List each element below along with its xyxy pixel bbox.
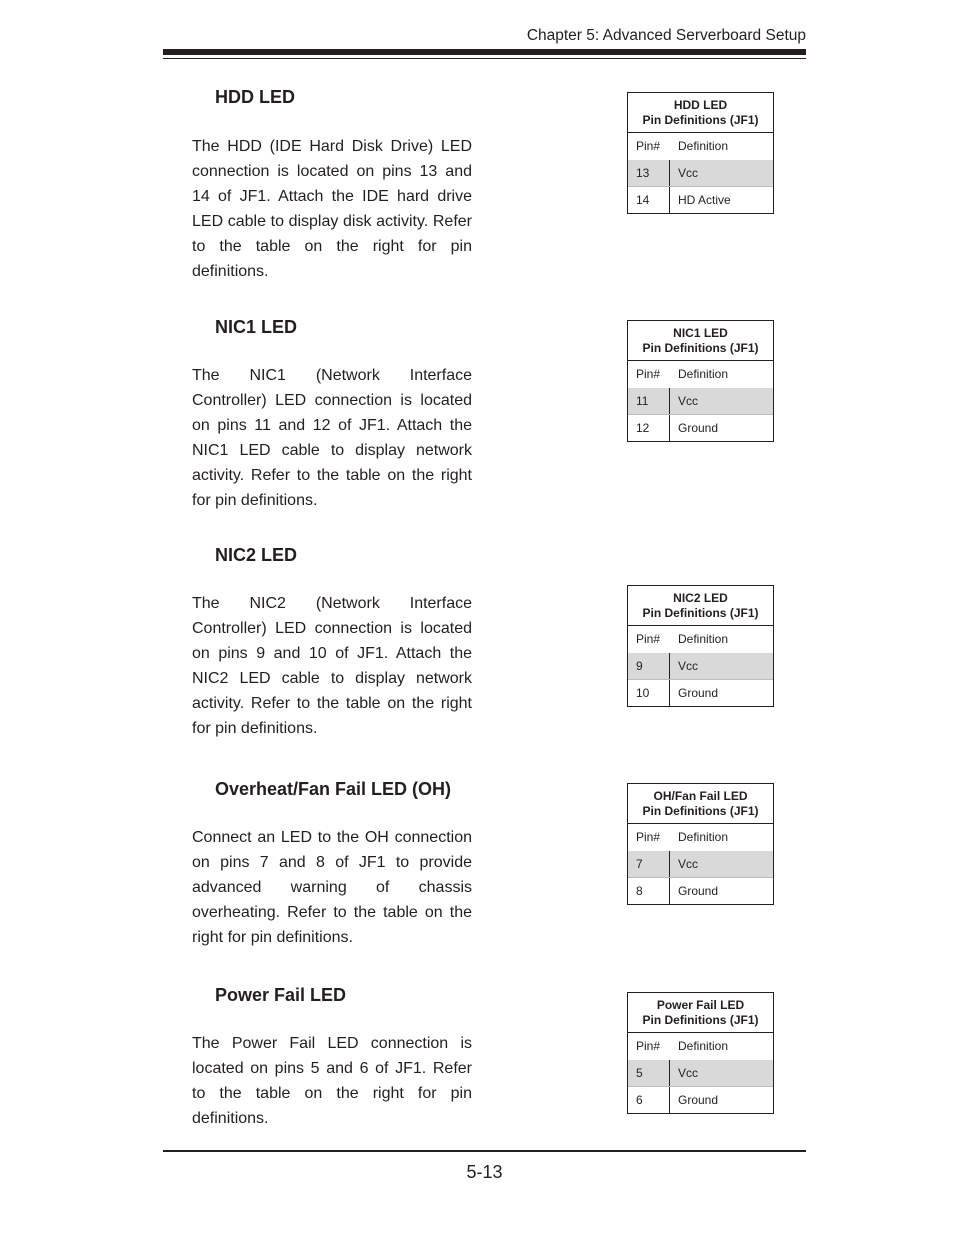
- table-title-line2: Pin Definitions (JF1): [642, 112, 759, 127]
- pin-cell: 7: [628, 851, 670, 877]
- table-header-row: [628, 133, 773, 159]
- section-heading-nic1-led: NIC1 LED: [215, 317, 298, 337]
- table-title: [628, 586, 773, 626]
- section-body-oh-led: Connect an LED to the OH connection on pins 7 and 8 of JF1 to provide advanced warning of chassis overheating. Refer to the table on the right for pin definitions.: [192, 829, 472, 946]
- column-header-pin: Pin#: [636, 632, 661, 646]
- pin-cell: 6: [628, 1087, 670, 1113]
- table-title: [628, 784, 773, 824]
- column-header-definition: Definition: [678, 830, 729, 844]
- column-header-definition: Definition: [678, 1039, 729, 1053]
- table-title-line1: NIC1 LED: [673, 325, 728, 340]
- table-title-line2: Pin Definitions (JF1): [642, 340, 759, 355]
- table-row: [628, 1059, 773, 1086]
- column-header-definition: Definition: [678, 632, 729, 646]
- definition-cell: Ground: [678, 1093, 719, 1107]
- section-body-power-fail-led: The Power Fail LED connection is located on pins 5 and 6 of JF1. Refer to the table on the right for pin definitions.: [192, 1035, 472, 1127]
- definition-cell: Vcc: [678, 857, 699, 871]
- pin-table-power-fail-led: [627, 992, 774, 1114]
- definition-cell: Vcc: [678, 1066, 699, 1080]
- table-title: [628, 93, 773, 133]
- pin-cell: 5: [628, 1060, 670, 1086]
- definition-cell: Vcc: [678, 394, 699, 408]
- page-number: 5-13: [466, 1162, 503, 1182]
- column-header-pin: Pin#: [636, 367, 661, 381]
- pin-cell: 14: [628, 187, 670, 213]
- table-title: [628, 321, 773, 361]
- definition-cell: HD Active: [678, 193, 731, 207]
- definition-cell: Ground: [678, 884, 719, 898]
- table-title: [628, 993, 773, 1033]
- pin-table-oh-led: [627, 783, 774, 905]
- table-row: [628, 387, 773, 414]
- definition-cell: Ground: [678, 686, 719, 700]
- table-title-line1: NIC2 LED: [673, 590, 728, 605]
- table-row: [628, 186, 773, 213]
- column-header-definition: Definition: [678, 139, 729, 153]
- table-row: [628, 414, 773, 441]
- table-title-line2: Pin Definitions (JF1): [642, 1012, 759, 1027]
- section-heading-nic2-led: NIC2 LED: [215, 545, 298, 565]
- pin-cell: 12: [628, 415, 670, 441]
- table-header-row: [628, 361, 773, 387]
- pin-cell: 13: [628, 160, 670, 186]
- section-heading-oh-led: Overheat/Fan Fail LED (OH): [215, 779, 452, 799]
- header-rule: [163, 49, 806, 55]
- table-title-line1: HDD LED: [673, 97, 728, 112]
- pin-cell: 10: [628, 680, 670, 706]
- footer-rule: [163, 1150, 806, 1152]
- chapter-title: Chapter 5: Advanced Serverboard Setup: [526, 27, 806, 44]
- section-body-nic1-led: The NIC1 (Network Interface Controller) LED connection is located on pins 11 and 12 of JF1. Attach the NIC1 LED cable to display network activity. Refer to the table on the right for pin definitions.: [192, 367, 472, 509]
- column-header-pin: Pin#: [636, 1039, 661, 1053]
- pin-table-hdd-led: [627, 92, 774, 214]
- column-header-definition: Definition: [678, 367, 729, 381]
- pin-cell: 9: [628, 653, 670, 679]
- pin-cell: 11: [628, 388, 670, 414]
- table-title-line1: OH/Fan Fail LED: [653, 788, 748, 803]
- table-row: [628, 850, 773, 877]
- definition-cell: Vcc: [678, 166, 699, 180]
- pin-table-nic1-led: [627, 320, 774, 442]
- table-row: [628, 652, 773, 679]
- table-title-line1: Power Fail LED: [656, 997, 745, 1012]
- section-heading-power-fail-led: Power Fail LED: [215, 985, 347, 1005]
- table-header-row: [628, 1033, 773, 1059]
- section-body-hdd-led: The HDD (IDE Hard Disk Drive) LED connection is located on pins 13 and 14 of JF1. Attach the IDE hard drive LED cable to display disk activity. Refer to the table on the right for pin definitions.: [192, 138, 472, 280]
- definition-cell: Vcc: [678, 659, 699, 673]
- column-header-pin: Pin#: [636, 139, 661, 153]
- table-row: [628, 679, 773, 706]
- header-rule-thin: [163, 58, 806, 59]
- table-row: [628, 877, 773, 904]
- definition-cell: Ground: [678, 421, 719, 435]
- table-header-row: [628, 626, 773, 652]
- table-header-row: [628, 824, 773, 850]
- pin-table-nic2-led: [627, 585, 774, 707]
- pin-cell: 8: [628, 878, 670, 904]
- table-row: [628, 1086, 773, 1113]
- section-body-nic2-led: The NIC2 (Network Interface Controller) LED connection is located on pins 9 and 10 of JF1. Attach the NIC2 LED cable to display network activity. Refer to the table on the right for pin definitions.: [192, 595, 472, 737]
- table-title-line2: Pin Definitions (JF1): [642, 605, 759, 620]
- section-heading-hdd-led: HDD LED: [215, 87, 295, 107]
- table-title-line2: Pin Definitions (JF1): [642, 803, 759, 818]
- column-header-pin: Pin#: [636, 830, 661, 844]
- table-row: [628, 159, 773, 186]
